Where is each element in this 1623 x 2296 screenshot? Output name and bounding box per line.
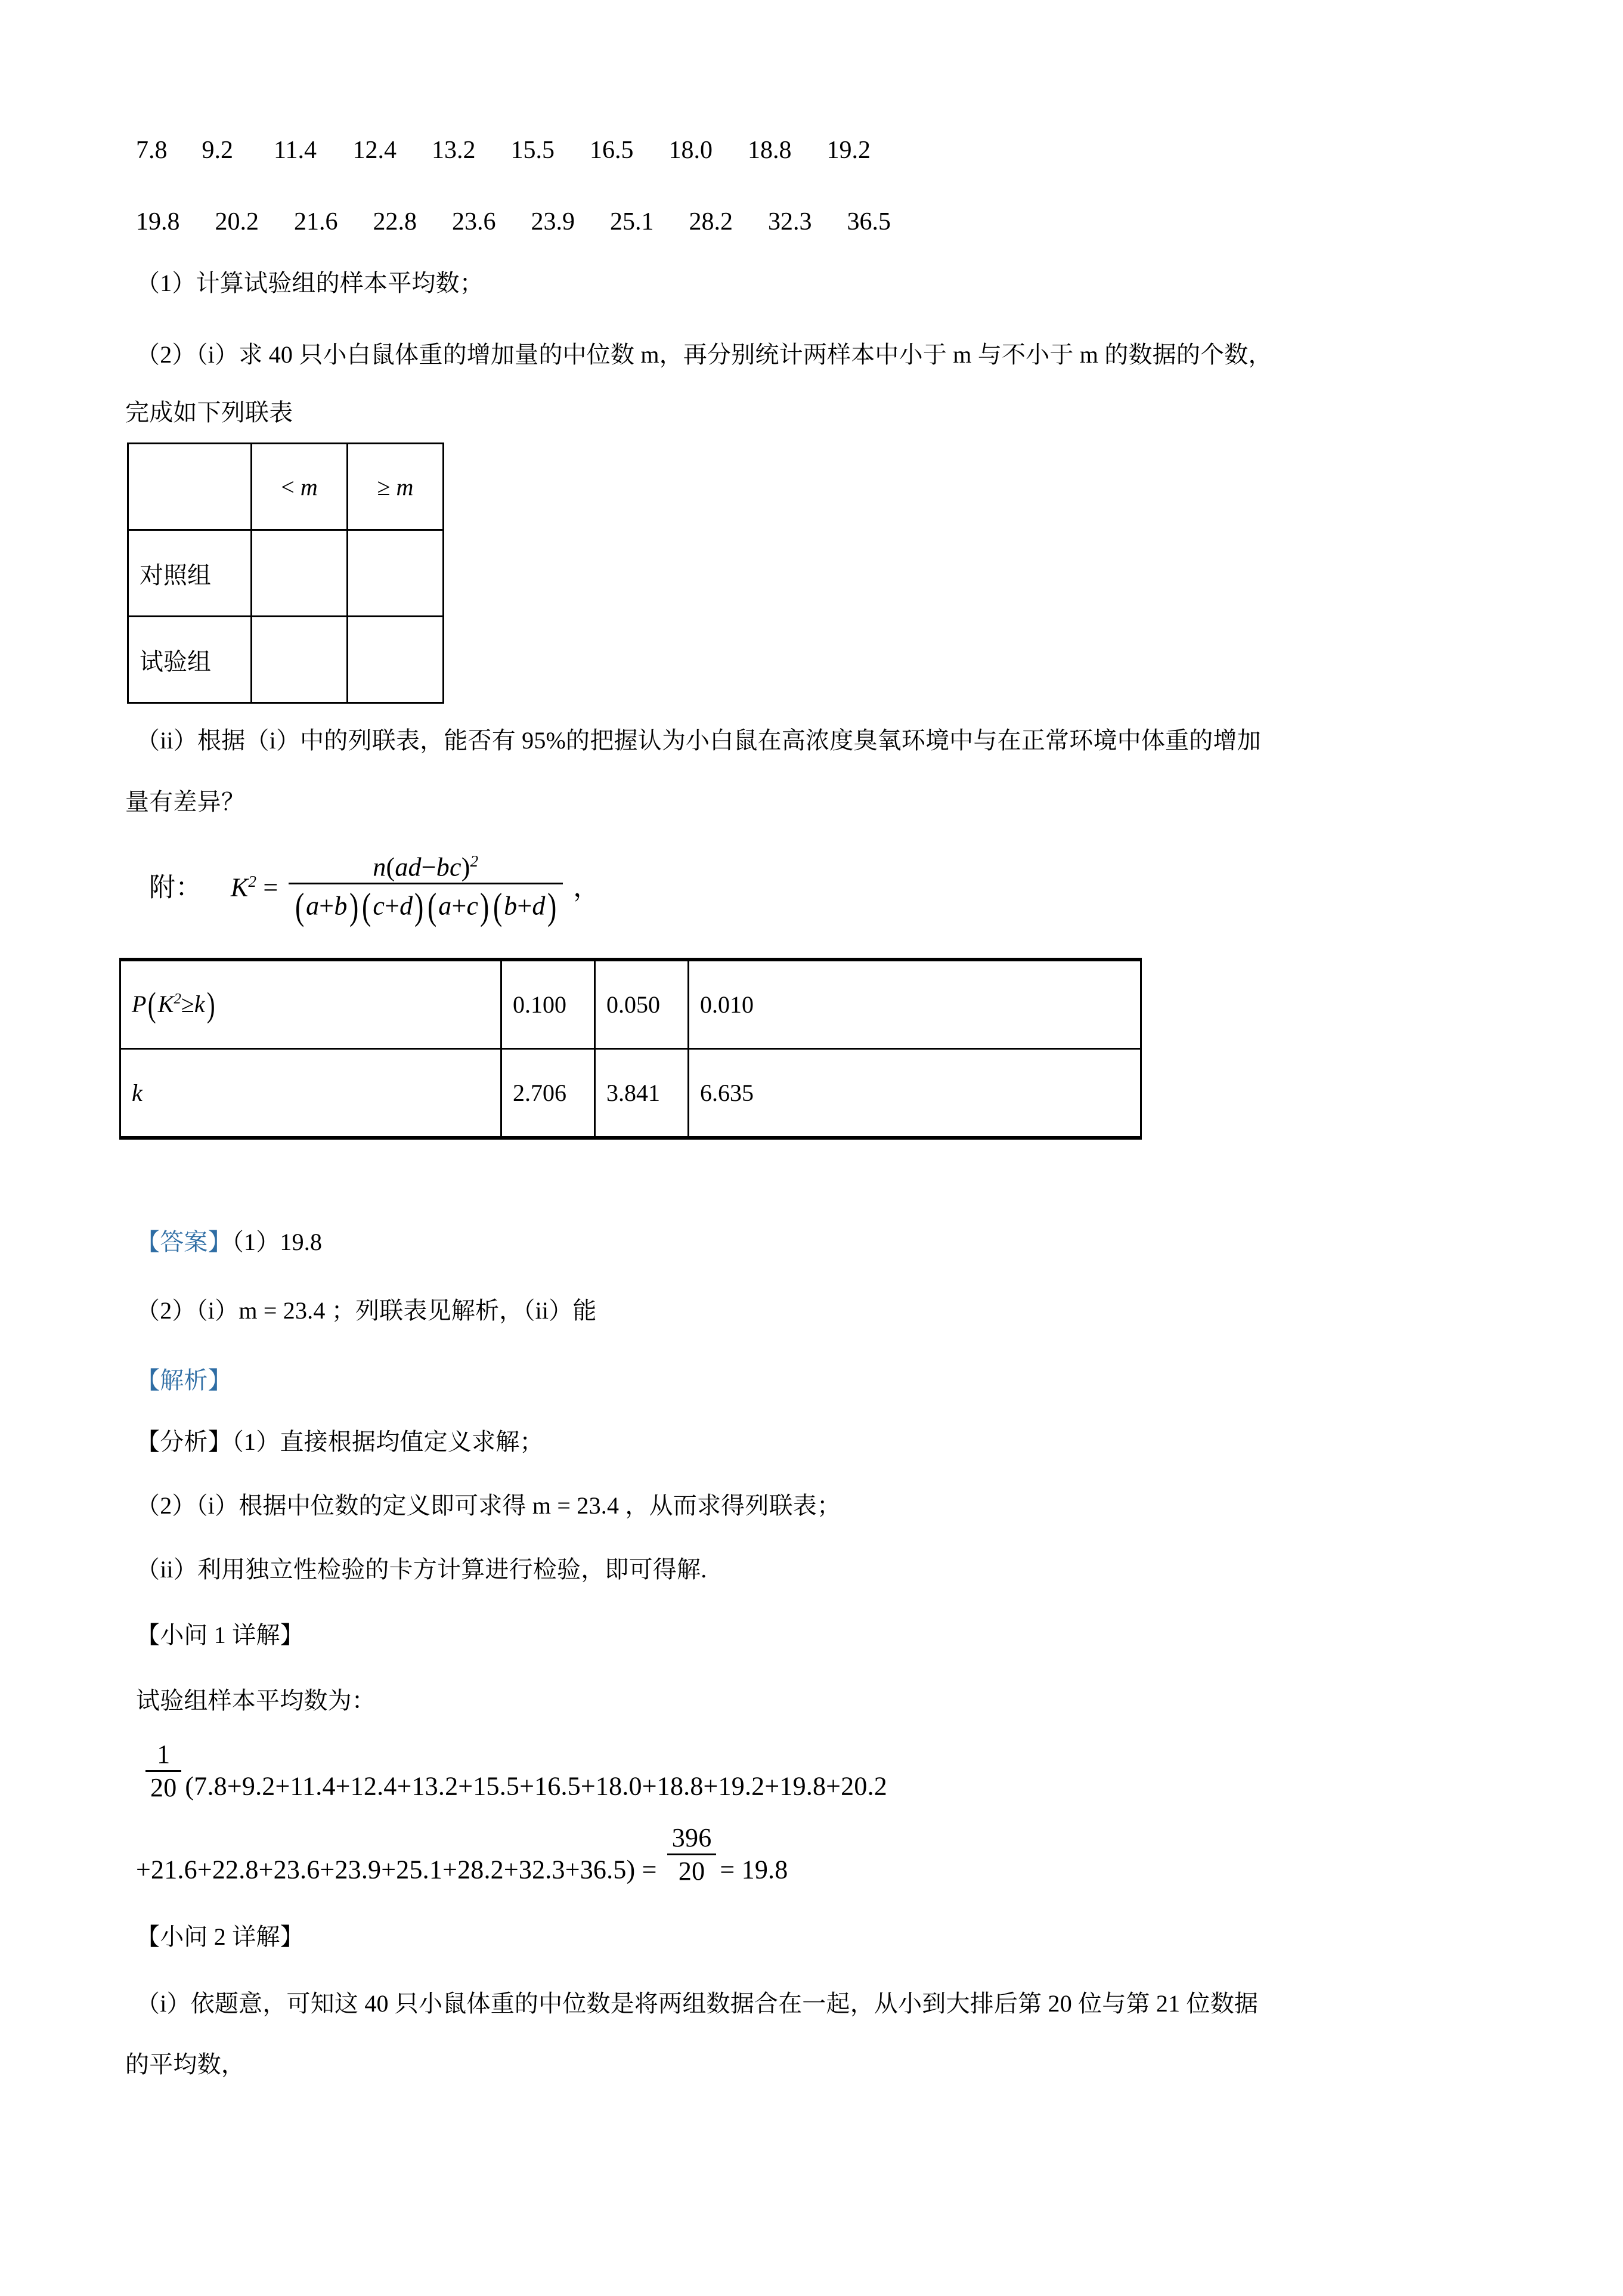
data-value: 19.8 xyxy=(136,208,180,236)
formula-fraction xyxy=(289,853,563,927)
cell-experiment-ge-m[interactable] xyxy=(348,617,444,703)
formula-denominator: (a+b)(c+d)(a+c)(b+d) xyxy=(295,885,557,928)
data-value: 18.8 xyxy=(748,137,792,164)
sub-question-2-line-2: 的平均数， xyxy=(125,2051,245,2078)
cell-control-lt-m[interactable] xyxy=(252,530,348,617)
answer-part-1: （1）19.8 xyxy=(231,1229,323,1255)
data-value: 15.5 xyxy=(510,137,555,164)
analysis-fenxi-1: （1）直接根据均值定义求解； xyxy=(231,1428,544,1455)
data-value: 22.8 xyxy=(373,208,417,236)
question-2ii-line-2: 量有差异？ xyxy=(125,788,245,815)
header-lt-m: < m xyxy=(252,444,348,530)
sample-data-row-2 xyxy=(136,208,891,236)
data-value: 25.1 xyxy=(610,208,654,236)
header-ge-m: ≥ m xyxy=(348,444,444,530)
row-label-probability: $P(K^2\ge k)$ xyxy=(120,960,501,1049)
data-value: 16.5 xyxy=(590,137,634,164)
result-fraction-denominator: 20 xyxy=(678,1856,705,1886)
data-value: 18.0 xyxy=(668,137,713,164)
mean-result: = 19.8 xyxy=(720,1855,788,1885)
data-value: 28.2 xyxy=(689,208,733,236)
analysis-fenxi-tag: 【分析】 xyxy=(136,1428,232,1455)
mean-calculation-line-1 xyxy=(142,1740,887,1802)
row-label-control-group: 对照组 xyxy=(128,530,252,617)
data-value: 21.6 xyxy=(294,208,338,236)
contingency-table xyxy=(127,443,444,704)
k-prob-value: 0.100 xyxy=(501,960,595,1049)
result-fraction-numerator: 396 xyxy=(667,1824,717,1855)
corner-cell xyxy=(128,444,252,530)
answer-part-2 xyxy=(136,1299,597,1323)
cell-experiment-lt-m[interactable] xyxy=(252,617,348,703)
row-label-k: k xyxy=(120,1049,501,1138)
answer-tag: 【答案】 xyxy=(136,1229,232,1255)
k-prob-value: 0.050 xyxy=(595,960,689,1049)
fraction-numerator: 1 xyxy=(145,1740,181,1772)
data-value: 13.2 xyxy=(432,137,476,164)
result-fraction xyxy=(667,1824,717,1885)
table-header-row xyxy=(128,444,444,530)
fraction-denominator: 20 xyxy=(150,1772,177,1802)
question-2i-line-1: （2）（i）求 40 只小白鼠体重的增加量的中位数 m，再分别统计两样本中小于 m 与不小于 m 的数据的个数， xyxy=(136,341,1272,368)
table-row xyxy=(120,960,1141,1049)
data-value: 7.8 xyxy=(136,137,168,164)
mean-calculation-line-2 xyxy=(136,1824,788,1885)
analysis-fenxi-3: （ii）利用独立性检验的卡方计算进行检验，即可得解. xyxy=(136,1556,707,1583)
sub-question-1-intro: 试验组样本平均数为： xyxy=(136,1687,376,1714)
data-value: 20.2 xyxy=(215,208,259,236)
data-value: 11.4 xyxy=(274,137,317,164)
answer-line-1 xyxy=(136,1230,322,1254)
k-squared-formula xyxy=(149,853,599,927)
row-label-experiment-group: 试验组 xyxy=(128,617,252,703)
k-critical-values-table xyxy=(119,958,1142,1140)
mean-sum-expression-line-1: (7.8+9.2+11.4+12.4+13.2+15.5+16.5+18.0+18.8+19.2+19.8+20.2 xyxy=(185,1771,887,1801)
k-critical-value: 3.841 xyxy=(595,1049,689,1138)
formula-lhs: K xyxy=(230,872,249,902)
data-value: 23.9 xyxy=(531,208,575,236)
answer-part-2-text: （2）（i）m = 23.4 ；列联表见解析，（ii）能 xyxy=(136,1297,597,1324)
one-over-twenty-fraction xyxy=(145,1740,181,1802)
analysis-line-1 xyxy=(136,1430,544,1454)
data-value: 23.6 xyxy=(452,208,496,236)
sub-question-2-line-1: （i）依题意，可知这 40 只小鼠体重的中位数是将两组数据合在一起，从小到大排后第 20 位与第 21 位数据 xyxy=(136,1990,1259,2017)
table-row xyxy=(128,617,444,703)
formula-prefix: 附： xyxy=(149,872,202,902)
data-value: 32.3 xyxy=(768,208,812,236)
sub-question-2-heading: 【小问 2 详解】 xyxy=(136,1923,304,1950)
analysis-tag: 【解析】 xyxy=(136,1367,232,1394)
table-row xyxy=(128,530,444,617)
sample-data-row-1 xyxy=(136,136,871,165)
mean-sum-expression-line-2: +21.6+22.8+23.6+23.9+25.1+28.2+32.3+36.5) = xyxy=(136,1855,657,1885)
formula-lhs-exponent: 2 xyxy=(248,872,257,890)
k-critical-value: 6.635 xyxy=(689,1049,1141,1138)
data-value: 36.5 xyxy=(847,208,891,236)
question-1-text: （1）计算试验组的样本平均数； xyxy=(136,270,484,296)
data-value: 19.2 xyxy=(826,137,871,164)
data-value: 9.2 xyxy=(202,137,233,164)
formula-equals: = xyxy=(263,872,278,902)
k-critical-value: 2.706 xyxy=(501,1049,595,1138)
formula-numerator: $n(ad-bc)^2$ xyxy=(289,853,563,884)
sub-question-1-heading: 【小问 1 详解】 xyxy=(136,1622,304,1648)
cell-control-ge-m[interactable] xyxy=(348,530,444,617)
k-prob-value: 0.010 xyxy=(689,960,1141,1049)
question-2i-line-2: 完成如下列联表 xyxy=(125,399,293,426)
question-2ii-line-1: （ii）根据（i）中的列联表，能否有 95%的把握认为小白鼠在高浓度臭氧环境中与在正常环境中体重的增加 xyxy=(136,727,1261,754)
data-value: 12.4 xyxy=(352,137,397,164)
analysis-fenxi-2: （2）（i）根据中位数的定义即可求得 m = 23.4 ，从而求得列联表； xyxy=(136,1492,841,1519)
formula-trailing-comma: ， xyxy=(573,872,600,902)
table-row xyxy=(120,1049,1141,1138)
